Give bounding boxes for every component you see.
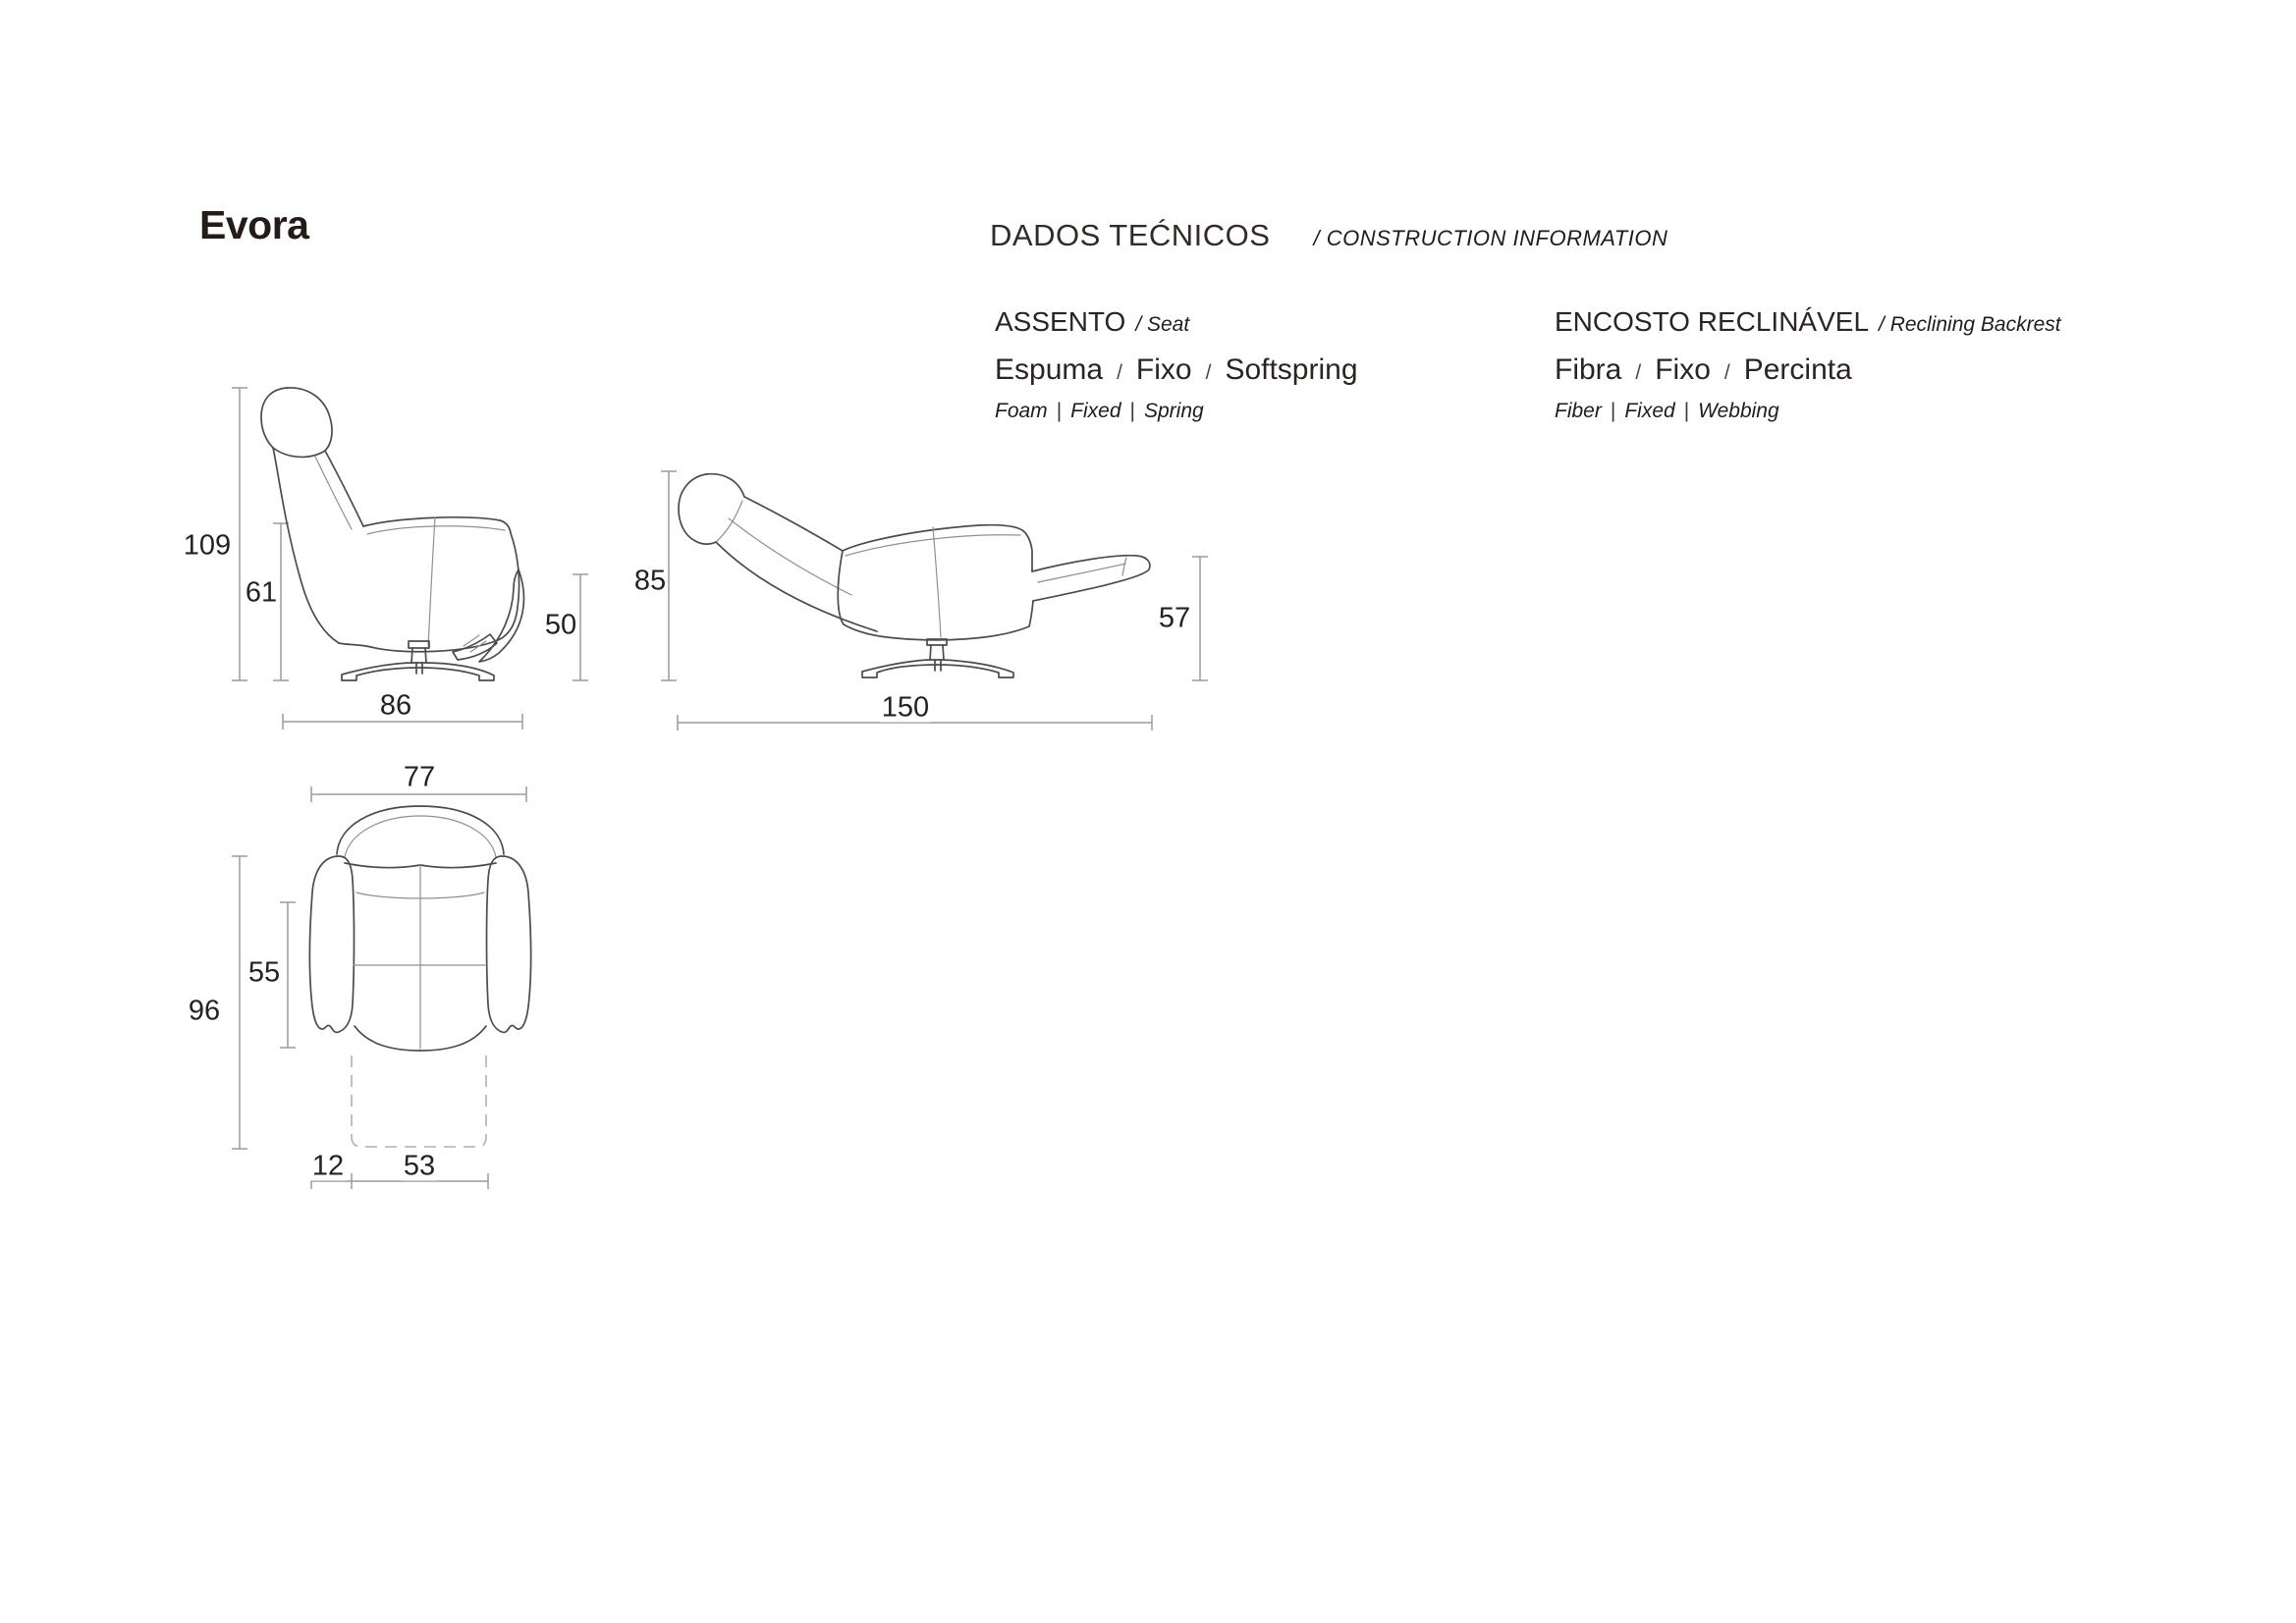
backrest-material-3: Percinta [1743,353,1852,386]
seat-title-en: / Seat [1135,313,1190,336]
backrest-materials-pt [1555,353,2105,387]
dim-front-footrest-width: 53 [403,1150,436,1182]
product-title: Evora [199,202,309,247]
separator: | [1683,400,1690,422]
backrest-spec-column [1555,306,2105,423]
separator: | [1129,400,1135,422]
dim-side-total-height: 109 [183,529,232,562]
separator: / [1117,361,1122,384]
dim-side-back-height: 61 [245,576,278,609]
technical-data-header [990,218,1667,253]
side-reclined-drawing [633,450,1232,756]
armchair-side-reclined [679,474,1150,677]
dim-side-seat-height: 50 [544,609,577,641]
separator: / [1635,361,1642,384]
header-pt: DADOS TEĆNICOS [990,218,1271,252]
backrest-material-1: Fibra [1555,353,1622,386]
backrest-title-en: / Reclining Backrest [1879,313,2061,336]
dim-front-width: 77 [403,761,436,793]
armchair-side-upright [261,388,523,680]
dim-front-total-depth: 96 [188,995,221,1027]
seat-material-1: Espuma [995,353,1104,386]
separator: / [1205,361,1212,384]
backrest-material-en-2: Fixed [1624,400,1675,422]
separator: / [1723,361,1730,384]
seat-spec-title [995,306,1545,338]
dim-front-inner-height: 55 [247,956,281,989]
dim-reclined-footrest-height: 57 [1158,602,1191,634]
backrest-material-en-1: Fiber [1555,400,1602,422]
seat-title-pt: ASSENTO [995,306,1126,337]
header-en: / CONSTRUCTION INFORMATION [1313,226,1668,250]
backrest-materials-en [1555,400,2105,423]
seat-materials-pt [995,353,1545,387]
dim-side-depth: 86 [379,689,412,722]
dimension-lines [232,388,588,730]
seat-spec-column [995,306,1545,423]
seat-material-en-3: Spring [1143,400,1204,422]
front-view-drawing [182,761,555,1198]
dim-reclined-height: 85 [633,565,667,597]
armchair-front [309,806,530,1147]
backrest-spec-title [1555,306,2105,338]
seat-material-en-2: Fixed [1070,400,1121,422]
separator: | [1056,400,1063,422]
dim-reclined-total-depth: 150 [881,691,930,724]
backrest-material-en-3: Webbing [1698,400,1779,422]
seat-materials-en [995,400,1545,423]
separator: | [1610,400,1616,422]
dim-front-armrest-width: 12 [311,1150,345,1182]
dimension-lines [661,471,1208,730]
seat-material-3: Softspring [1225,353,1358,386]
seat-material-2: Fixo [1135,353,1192,386]
seat-material-en-1: Foam [995,400,1048,422]
backrest-title-pt: ENCOSTO RECLINÁVEL [1555,306,1870,337]
backrest-material-2: Fixo [1655,353,1711,386]
